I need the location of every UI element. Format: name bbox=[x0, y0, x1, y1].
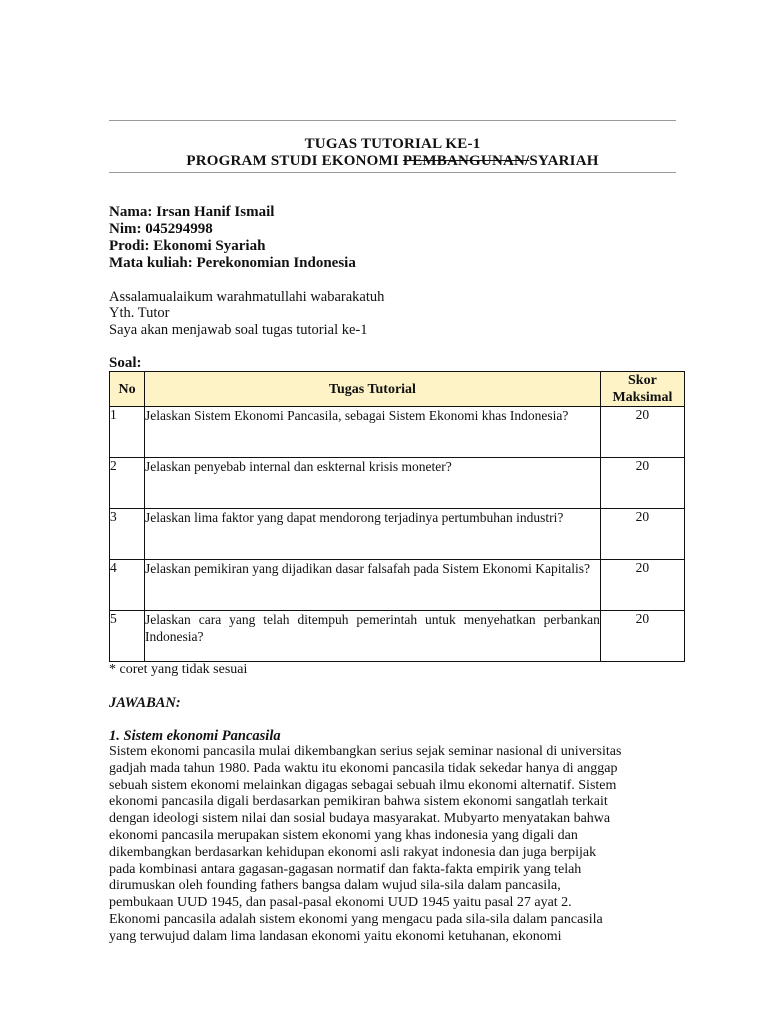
subtitle-struck-text: PEMBANGUNAN/ bbox=[402, 153, 530, 169]
row-skor: 20 bbox=[600, 458, 684, 509]
task-table-header bbox=[110, 372, 685, 407]
paragraph-line: ekonomi pancasila digali berdasarkan pemikiran bahwa sistem ekonomi sangatlah terkait bbox=[109, 794, 608, 810]
row-task: Jelaskan Sistem Ekonomi Pancasila, sebagai Sistem Ekonomi khas Indonesia? bbox=[145, 407, 601, 458]
table-row bbox=[110, 458, 685, 509]
paragraph-line: sebuah sistem ekonomi melainkan digagas sebagai sebuah ilmu ekonomi alternatif. Sistem bbox=[109, 777, 617, 793]
task-table bbox=[109, 371, 685, 662]
paragraph-line: pada kombinasi antara gagasan-gagasan normatif dan fakta-fakta empirik yang telah bbox=[109, 861, 582, 877]
header-skor-line1: Skor bbox=[628, 373, 657, 388]
paragraph-line: Ekonomi pancasila adalah sistem ekonomi yang mengacu pada sila-sila dalam pancasila bbox=[109, 911, 603, 927]
row-task: Jelaskan lima faktor yang dapat mendorong terjadinya pertumbuhan industri? bbox=[145, 509, 601, 560]
row-task: Jelaskan pemikiran yang dijadikan dasar falsafah pada Sistem Ekonomi Kapitalis? bbox=[145, 560, 601, 611]
paragraph-line: Sistem ekonomi pancasila mulai dikembangkan serius sejak seminar nasional di universitas bbox=[109, 744, 622, 759]
row-no: 5 bbox=[110, 611, 145, 662]
paragraph-line: dikembangkan berdasarkan kehidupan ekonomi asli rakyat indonesia dan juga berpijak bbox=[109, 844, 597, 860]
paragraph-line: pembukaan UUD 1945, dan pasal-pasal ekonomi UUD 1945 yaitu pasal 27 ayat 2. bbox=[109, 895, 572, 911]
header-skor bbox=[600, 372, 684, 407]
jawaban-label: JAWABAN: bbox=[109, 695, 181, 711]
greeting-salam: Assalamualaikum warahmatullahi wabarakatuh bbox=[109, 289, 385, 305]
answer1-paragraph bbox=[109, 744, 679, 946]
student-nim: Nim: 045294998 bbox=[109, 221, 213, 237]
header-task: Tugas Tutorial bbox=[145, 372, 601, 407]
row-skor: 20 bbox=[600, 611, 684, 662]
row-no: 4 bbox=[110, 560, 145, 611]
header-skor-line2: Maksimal bbox=[612, 390, 673, 405]
header-bottom-rule bbox=[109, 172, 676, 173]
row-skor: 20 bbox=[600, 560, 684, 611]
table-row bbox=[110, 509, 685, 560]
header-no: No bbox=[110, 372, 145, 407]
subtitle-prefix: PROGRAM STUDI EKONOMI bbox=[186, 153, 403, 169]
row-no: 2 bbox=[110, 458, 145, 509]
soal-label: Soal: bbox=[109, 355, 142, 371]
doc-subtitle bbox=[109, 153, 676, 170]
course-name: Mata kuliah: Perekonomian Indonesia bbox=[109, 255, 356, 271]
table-row bbox=[110, 407, 685, 458]
row-task: Jelaskan penyebab internal dan eskternal krisis moneter? bbox=[145, 458, 601, 509]
paragraph-line: ekonomi pancasila merupakan sistem ekonomi yang khas indonesia yang digali dan bbox=[109, 827, 578, 843]
footnote: * coret yang tidak sesuai bbox=[109, 662, 248, 677]
row-skor: 20 bbox=[600, 407, 684, 458]
greeting-intro: Saya akan menjawab soal tugas tutorial ke-1 bbox=[109, 322, 368, 338]
subtitle-suffix: SYARIAH bbox=[529, 153, 599, 169]
paragraph-line: dengan ideologi sistem nilai dan sosial budaya masyarakat. Mubyarto menyatakan bahwa bbox=[109, 811, 611, 827]
student-name: Nama: Irsan Hanif Ismail bbox=[109, 204, 275, 220]
greeting-yth: Yth. Tutor bbox=[109, 305, 170, 321]
row-no: 3 bbox=[110, 509, 145, 560]
row-skor: 20 bbox=[600, 509, 684, 560]
table-row bbox=[110, 611, 685, 662]
top-rule bbox=[109, 120, 676, 121]
paragraph-line: yang terwujud dalam lima landasan ekonomi yaitu ekonomi ketuhanan, ekonomi bbox=[109, 928, 562, 944]
table-row bbox=[110, 560, 685, 611]
paragraph-line: dirumuskan oleh founding fathers bangsa dalam wujud sila-sila dalam pancasila, bbox=[109, 878, 561, 894]
answer1-title: 1. Sistem ekonomi Pancasila bbox=[109, 728, 281, 744]
doc-title: TUGAS TUTORIAL KE-1 bbox=[304, 136, 481, 152]
student-prodi: Prodi: Ekonomi Syariah bbox=[109, 238, 266, 254]
row-task: Jelaskan cara yang telah ditempuh pemerintah untuk menyehatkan perbankan Indonesia? bbox=[145, 611, 601, 662]
row-no: 1 bbox=[110, 407, 145, 458]
paragraph-line: gadjah mada tahun 1980. Pada waktu itu ekonomi pancasila tidak sekedar hanya di anggap bbox=[109, 760, 618, 776]
